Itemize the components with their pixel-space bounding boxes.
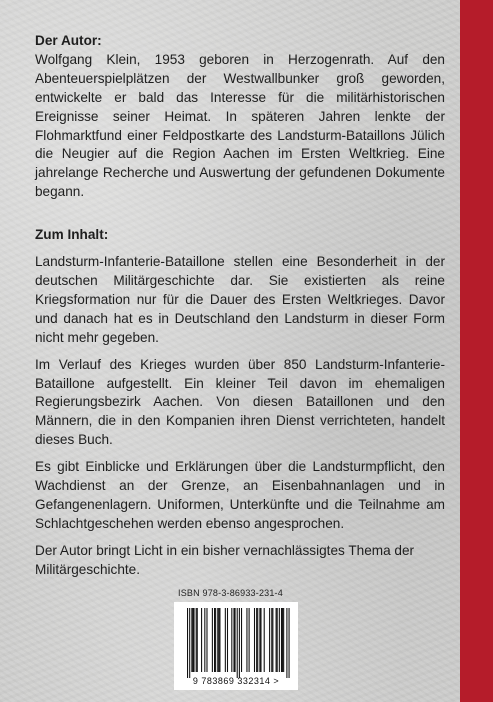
barcode-bar [197,608,198,672]
about-author-heading: Der Autor: [35,33,102,48]
contents-paragraph-1: Landsturm-Infanterie-Bataillone stellen eine Besonderheit in der deutschen Militärgeschichte dar. Sie existierten als reine Kriegsformation nur für die Dauer des Ersten Weltkrieges. Davor und danach hat es in Deutschland den Landsturm in dieser Form nicht mehr gegeben. [35,254,445,345]
about-author-text: Wolfgang Klein, 1953 geboren in Herzogenrath. Auf den Abenteuerspielplätzen der Westwallbunker groß geworden, entwickelte er bald das Interesse für die militärhistorischen Ereignisse seiner Heimat. In späteren Jahren lenkte der Flohmarktfund einer Feldpostkarte des Landsturm-Bataillons Jülich die Neugier auf die Region Aachen im Ersten Weltkrieg. Eine jahrelange Recherche und Auswertung der gefundenen Dokumente begann. [35,51,445,200]
barcode-bar [227,608,228,672]
barcode-bar [254,608,255,672]
barcode-bar [196,608,197,672]
barcode-bar [269,608,270,672]
barcode-bar [233,608,234,672]
barcode-bar [271,608,272,672]
barcode-bar [214,608,215,672]
contents-heading: Zum Inhalt: [35,227,109,243]
isbn-label: ISBN 978-3-86933-231-4 [178,588,283,598]
barcode-bar [257,608,258,672]
barcode-bar [189,608,190,678]
barcode-bar [279,608,280,672]
barcode-bar [239,608,240,678]
barcode-bar [241,608,242,672]
barcode-bar [246,608,247,672]
barcode-bar [192,608,193,672]
barcode-bar [191,608,192,672]
barcode-bar [249,608,250,672]
barcode-bar [259,608,260,672]
cover-text [35,32,445,580]
barcode-bar [272,608,273,672]
barcode-bar [206,608,207,672]
barcode-bar [276,608,277,672]
barcode-bar [283,608,284,672]
barcode-bar [193,608,194,672]
contents-paragraph-4: Der Autor bringt Licht in ein bisher vernachlässigtes Thema der Militärgeschichte. [35,542,415,577]
barcode-bar [219,608,220,672]
barcode-bar [225,608,226,672]
barcode-bar [231,608,232,672]
barcode-bar [260,608,261,672]
barcode-bar [286,608,287,678]
barcode-digits: 9 783869 332314 > [192,676,280,686]
barcode-bar [281,608,282,672]
barcode-bar [282,608,283,672]
barcode-bar [217,608,218,672]
barcode-bar [204,608,205,672]
contents-paragraph-3: Es gibt Einblicke und Erklärungen über die Landsturmpflicht, den Wachdienst an der Grenze, an Eisenbahnanlagen und in Gefangenenlagern. Uniformen, Unterkünfte und die Teilnahme am Schlachtgeschehen werden ebenso angesprochen. [35,459,445,531]
barcode-bar [215,608,216,672]
barcode-bar [212,608,213,672]
red-spine-stripe [460,0,493,702]
barcode-bar [289,608,290,678]
barcode-bar [277,608,278,672]
barcode-bar [237,608,238,678]
barcode-bar [218,608,219,672]
barcode-bar [256,608,257,672]
barcode-bar [264,608,265,672]
barcode-bar [187,608,188,678]
barcode-bar [201,608,202,672]
barcode-bar [235,608,236,672]
barcode [174,602,298,690]
isbn-block [174,588,298,690]
contents-paragraph-2: Im Verlauf des Krieges wurden über 850 Landsturm-Infanterie-Bataillone aufgestellt. Ein kleiner Teil davon im ehemaligen Regierungsbezirk Aachen. Von diesen Bataillonen und den Männern, die in den Kompanien ihren Dienst verrichteten, handelt dieses Buch. [35,356,445,448]
